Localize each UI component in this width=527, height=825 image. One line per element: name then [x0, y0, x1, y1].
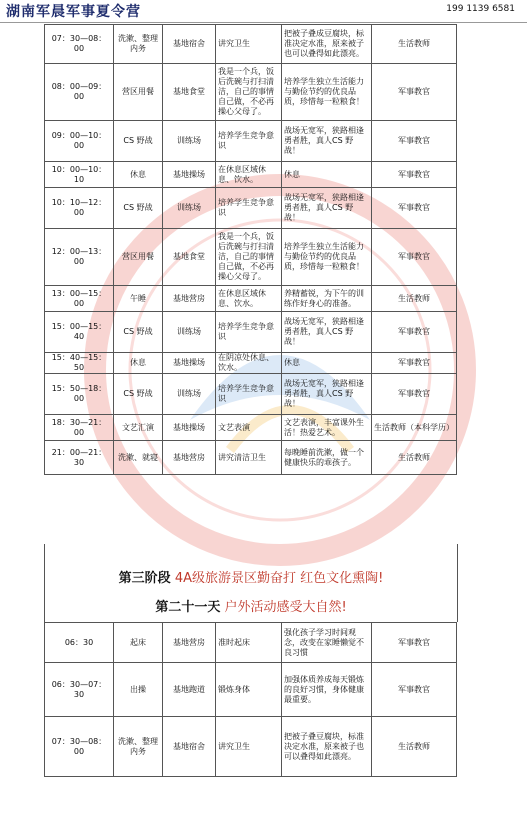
day-line: [45, 596, 457, 615]
cell-lead: 军事教官: [372, 64, 457, 121]
table-row: [45, 64, 457, 121]
table-row: [45, 312, 457, 353]
cell-place: 基地食堂: [163, 64, 216, 121]
cell-lead: 军事教官: [372, 353, 457, 374]
cell-time: 07：30—08：00: [45, 25, 114, 64]
cell-content: 在休息区域休息、饮水。: [216, 162, 282, 188]
cell-goal: 文艺表演，丰富课外生活！热爱艺术。: [282, 415, 372, 441]
cell-content: 培养学生竞争意识: [216, 312, 282, 353]
cell-place: 训练场: [163, 188, 216, 229]
cell-item: 洗漱、整理内务: [114, 717, 163, 777]
cell-item: CS 野战: [114, 312, 163, 353]
cell-goal: 培养学生独立生活能力与勤俭节约的优良品质，珍惜每一粒粮食！: [282, 229, 372, 286]
cell-time: 15：00—15：40: [45, 312, 114, 353]
cell-item: 洗漱、就寝: [114, 441, 163, 475]
table-row: [45, 663, 457, 717]
cell-content: 培养学生竞争意识: [216, 188, 282, 229]
table-row: [45, 162, 457, 188]
phase-title: 第三阶段: [118, 571, 171, 586]
cell-time: 18：30—21：00: [45, 415, 114, 441]
cell-lead: 军事教官: [372, 188, 457, 229]
cell-lead: 军事教官: [372, 162, 457, 188]
cell-place: 基地操场: [163, 353, 216, 374]
cell-goal: 战场无宽军，狭路相逢勇者胜，真人CS 野战！: [282, 188, 372, 229]
cell-lead: 军事教官: [372, 374, 457, 415]
cell-item: 起床: [114, 623, 163, 663]
cell-lead: 生活教师: [372, 441, 457, 475]
table-row: [45, 717, 457, 777]
cell-goal: 培养学生独立生活能力与勤俭节约的优良品质，珍惜每一粒粮食！: [282, 64, 372, 121]
table-row: [45, 286, 457, 312]
cell-item: 文艺汇演: [114, 415, 163, 441]
cell-content: 我是一个兵，饭后洗碗与打扫清洁，自己的事情自己做，不必再操心父母了。: [216, 64, 282, 121]
page-title: 湖南军晨军事夏令营: [6, 4, 141, 20]
cell-content: 在阴凉处休息、饮水。: [216, 353, 282, 374]
cell-item: CS 野战: [114, 374, 163, 415]
cell-lead: 军事教官: [372, 312, 457, 353]
table-row: [45, 353, 457, 374]
table-row: [45, 623, 457, 663]
cell-place: 训练场: [163, 374, 216, 415]
cell-time: 06：30: [45, 623, 114, 663]
phase-text: 4A级旅游景区勤奋打 红色文化熏陶!: [174, 571, 384, 586]
cell-time: 06：30—07：30: [45, 663, 114, 717]
cell-goal: 每晚睡前洗漱，做一个健康快乐的乖孩子。: [282, 441, 372, 475]
cell-item: 营区用餐: [114, 64, 163, 121]
cell-lead: 生活教师: [372, 717, 457, 777]
cell-goal: 养精蓄锐，为下午的训练作好身心的准备。: [282, 286, 372, 312]
cell-content: 培养学生竞争意识: [216, 374, 282, 415]
cell-content: 讲究卫生: [216, 25, 282, 64]
cell-content: 讲究清洁卫生: [216, 441, 282, 475]
cell-goal: 把被子叠豆腐块，标准决定水准，原来被子也可以叠得如此漂亮。: [282, 717, 372, 777]
table-row: [45, 415, 457, 441]
cell-goal: 休息: [282, 162, 372, 188]
cell-place: 基地营房: [163, 623, 216, 663]
table-row: [45, 441, 457, 475]
cell-goal: 战场无宽军，狭路相逢勇者胜，真人CS 野战！: [282, 121, 372, 162]
stage-banner: [44, 544, 458, 622]
cell-item: CS 野战: [114, 188, 163, 229]
cell-place: 基地食堂: [163, 229, 216, 286]
cell-time: 10：10—12：00: [45, 188, 114, 229]
table-row: [45, 25, 457, 64]
table-row: [45, 374, 457, 415]
cell-item: 出操: [114, 663, 163, 717]
cell-content: 文艺表演: [216, 415, 282, 441]
day-text: 户外活动感受大自然!: [224, 600, 347, 615]
table-row: [45, 188, 457, 229]
cell-goal: 强化孩子学习时间观念，改变在家睡懒觉不良习惯: [282, 623, 372, 663]
cell-item: 洗漱、整理内务: [114, 25, 163, 64]
cell-content: 在休息区域休息、饮水。: [216, 286, 282, 312]
cell-time: 09：00—10：00: [45, 121, 114, 162]
cell-lead: 军事教官: [372, 623, 457, 663]
cell-lead: 生活教师（本科学历）: [372, 415, 457, 441]
cell-goal: 战场无宽军，狭路相逢勇者胜，真人CS 野战！: [282, 312, 372, 353]
cell-goal: 加强体质养成每天锻炼的良好习惯，身体健康最重要。: [282, 663, 372, 717]
cell-place: 基地跑道: [163, 663, 216, 717]
cell-lead: 生活教师: [372, 286, 457, 312]
cell-content: 锻炼身体: [216, 663, 282, 717]
cell-goal: 休息: [282, 353, 372, 374]
cell-time: 07：30—08：00: [45, 717, 114, 777]
cell-time: 21：00—21：30: [45, 441, 114, 475]
cell-time: 10：00—10：10: [45, 162, 114, 188]
schedule-table-day21: [44, 622, 457, 777]
cell-time: 15：50—18：00: [45, 374, 114, 415]
table-row: [45, 121, 457, 162]
cell-place: 基地宿舍: [163, 25, 216, 64]
cell-content: 准时起床: [216, 623, 282, 663]
cell-lead: 军事教官: [372, 663, 457, 717]
cell-content: 我是一个兵，饭后洗碗与打扫清洁，自己的事情自己做，不必再操心父母了。: [216, 229, 282, 286]
cell-place: 基地操场: [163, 415, 216, 441]
page-header: [0, 0, 527, 23]
cell-place: 训练场: [163, 312, 216, 353]
cell-content: 培养学生竞争意识: [216, 121, 282, 162]
cell-place: 基地宿舍: [163, 717, 216, 777]
cell-item: 休息: [114, 162, 163, 188]
cell-goal: 战场无宽军，狭路相逢勇者胜，真人CS 野战！: [282, 374, 372, 415]
cell-lead: 军事教官: [372, 121, 457, 162]
cell-lead: 生活教师: [372, 25, 457, 64]
phone-number: 199 1139 6581: [446, 4, 515, 14]
cell-time: 13：00—15：00: [45, 286, 114, 312]
cell-time: 15：40—15：50: [45, 353, 114, 374]
schedule-table-day20: [44, 24, 457, 475]
cell-item: 休息: [114, 353, 163, 374]
cell-time: 12：00—13：00: [45, 229, 114, 286]
table-row: [45, 229, 457, 286]
cell-place: 基地营房: [163, 286, 216, 312]
cell-content: 讲究卫生: [216, 717, 282, 777]
cell-place: 基地操场: [163, 162, 216, 188]
cell-item: CS 野战: [114, 121, 163, 162]
cell-place: 训练场: [163, 121, 216, 162]
phase-line: [45, 567, 457, 586]
cell-goal: 把被子叠成豆腐块，标准决定水准，原来被子也可以叠得如此漂亮。: [282, 25, 372, 64]
cell-lead: 军事教官: [372, 229, 457, 286]
cell-time: 08：00—09：00: [45, 64, 114, 121]
cell-item: 营区用餐: [114, 229, 163, 286]
day-title: 第二十一天: [155, 600, 221, 615]
cell-item: 午睡: [114, 286, 163, 312]
cell-place: 基地营房: [163, 441, 216, 475]
